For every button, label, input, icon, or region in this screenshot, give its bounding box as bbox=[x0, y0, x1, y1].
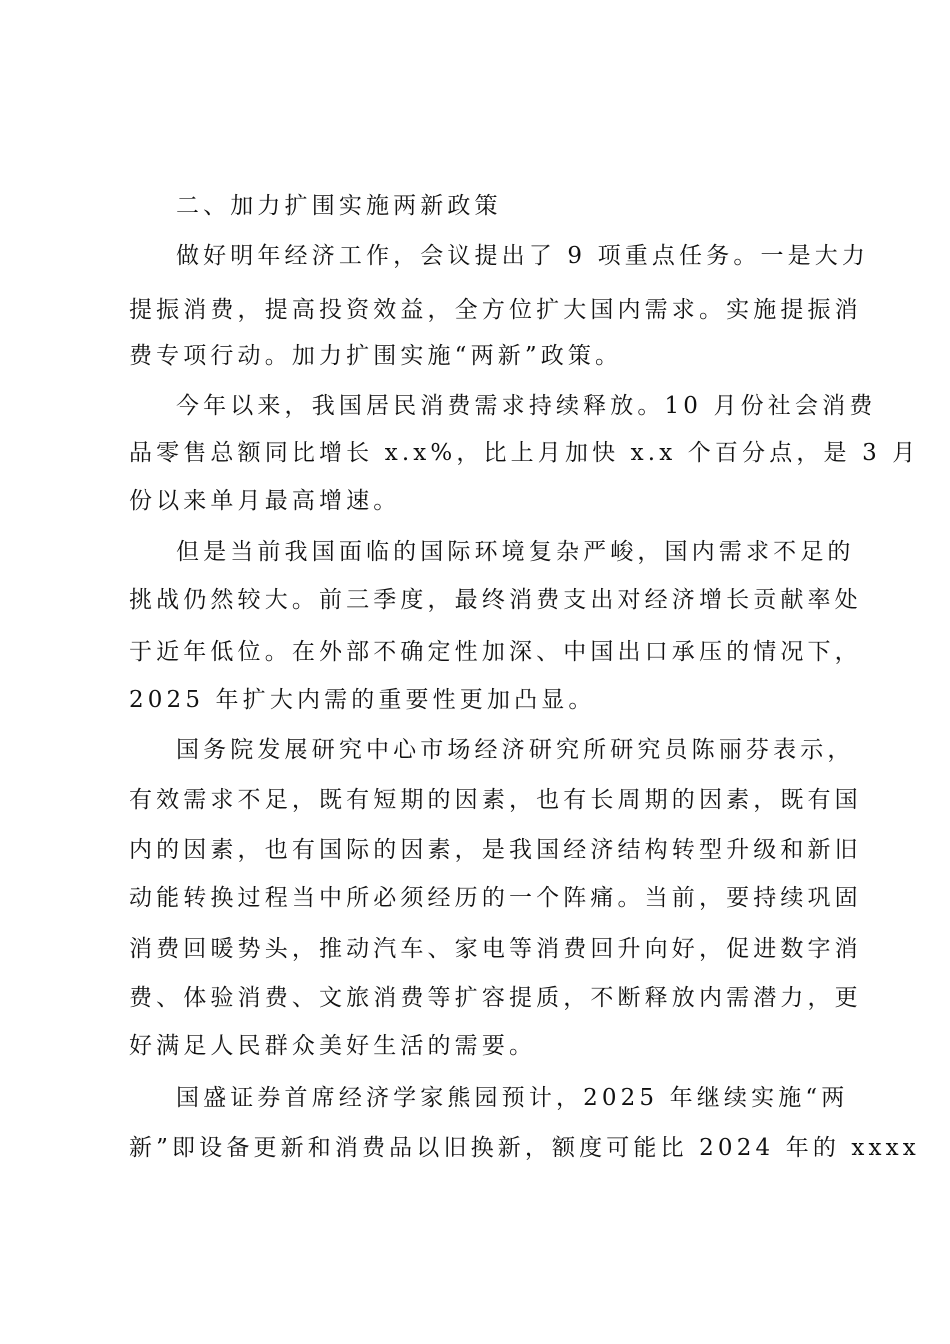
paragraph-line: 但是当前我国面临的国际环境复杂严峻，国内需求不足的 bbox=[176, 539, 855, 565]
paragraph-line: 挑战仍然较大。前三季度，最终消费支出对经济增长贡献率处 bbox=[129, 587, 862, 613]
paragraph-line: 新”即设备更新和消费品以旧换新，额度可能比 2024 年的 xxxx bbox=[129, 1135, 920, 1161]
paragraph-line: 国务院发展研究中心市场经济研究所研究员陈丽芬表示， bbox=[176, 737, 855, 763]
paragraph-line: 动能转换过程当中所必须经历的一个阵痛。当前，要持续巩固 bbox=[129, 885, 862, 911]
paragraph-line: 做好明年经济工作，会议提出了 9 项重点任务。一是大力 bbox=[176, 243, 870, 269]
paragraph-line: 内的因素，也有国际的因素，是我国经济结构转型升级和新旧 bbox=[129, 837, 862, 863]
paragraph-line: 费、体验消费、文旅消费等扩容提质，不断释放内需潜力，更 bbox=[129, 985, 862, 1011]
paragraph-line: 国盛证券首席经济学家熊园预计，2025 年继续实施“两 bbox=[176, 1085, 849, 1111]
paragraph-line: 有效需求不足，既有短期的因素，也有长周期的因素，既有国 bbox=[129, 787, 862, 813]
paragraph-line: 消费回暖势头，推动汽车、家电等消费回升向好，促进数字消 bbox=[129, 936, 862, 962]
paragraph-line: 好满足人民群众美好生活的需要。 bbox=[129, 1033, 537, 1059]
paragraph-line: 提振消费，提高投资效益，全方位扩大国内需求。实施提振消 bbox=[129, 297, 862, 323]
paragraph-line: 份以来单月最高增速。 bbox=[129, 488, 401, 514]
paragraph-line: 费专项行动。加力扩围实施“两新”政策。 bbox=[129, 343, 623, 369]
paragraph-line: 2025 年扩大内需的重要性更加凸显。 bbox=[129, 687, 596, 713]
section-heading: 二、加力扩围实施两新政策 bbox=[176, 193, 502, 219]
paragraph-line: 于近年低位。在外部不确定性加深、中国出口承压的情况下， bbox=[129, 639, 862, 665]
paragraph-line: 品零售总额同比增长 x.x%，比上月加快 x.x 个百分点，是 3 月 bbox=[129, 440, 920, 466]
paragraph-line: 今年以来，我国居民消费需求持续释放。10 月份社会消费 bbox=[176, 393, 877, 419]
